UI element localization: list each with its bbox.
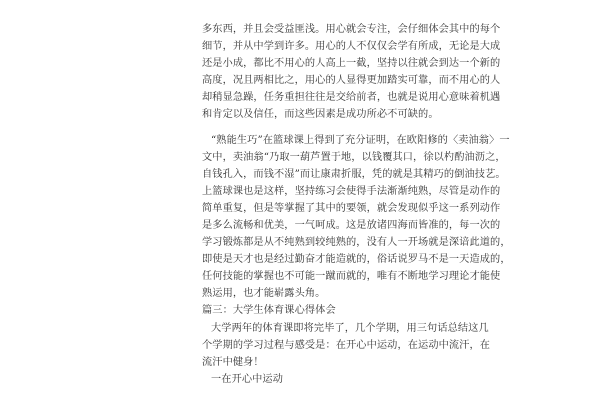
text-line: 高度，况且两相比之，用心的人显得更加踏实可靠，而不用心的人 bbox=[202, 75, 501, 86]
text-line: 大学两年的体育课即将完毕了，几个学期，用三句话总结这几 bbox=[211, 323, 489, 334]
text-line: “熟能生巧”在篮球课上得到了充分证明，在欧阳修的〈卖油翁〉一 bbox=[211, 135, 510, 146]
text-line: 熟运用，也才能崭露头角。 bbox=[202, 288, 326, 299]
text-line: 个学期的学习过程与感受是：在开心中运动，在运动中流汗，在 bbox=[202, 340, 491, 351]
text-line: 是多么流畅和优美，一气呵成。这是放诸四海而皆准的，每一次的 bbox=[202, 220, 501, 231]
text-line: 学习锻炼都是从不纯熟到较纯熟的，没有人一开场就是深谙此道的， bbox=[202, 237, 511, 248]
text-line: 还是小成，都比不用心的人高上一截，坚持以往就会到达一个新的 bbox=[202, 58, 501, 69]
text-line: 即使是天才也是经过勤奋才能造就的，俗话说罗马不是一天造成的， bbox=[202, 254, 511, 265]
text-line: 细节，并从中学到许多。用心的人不仅仅会学有所成，无论是大成 bbox=[202, 41, 501, 52]
text-line: 自钱孔入，而钱不湿”而让康肃折服，凭的就是其精巧的倒油技艺。 bbox=[202, 169, 506, 180]
text-line: 和肯定以及信任，而这些因素是成功所必不可缺的。 bbox=[202, 109, 439, 120]
text-line: 却稍显急躁，任务重担往往是交给前者，也就是说用心意味着机遇 bbox=[202, 92, 501, 103]
text-line: 简单重复，但是等掌握了其中的要领，就会发现似乎这一系列动作 bbox=[202, 203, 501, 214]
subheading: 一在开心中运动 bbox=[211, 374, 284, 385]
text-line: 文中，卖油翁“乃取一葫芦置于地，以钱覆其口，徐以杓酌油沥之， bbox=[202, 152, 506, 163]
text-line: 任何技能的掌握也不可能一蹴而就的，唯有不断地学习理论才能使 bbox=[202, 271, 501, 282]
text-line: 流汗中健身！ bbox=[202, 357, 264, 368]
text-line: 多东西，并且会受益匪浅。用心就会专注，会仔细体会其中的每个 bbox=[202, 24, 501, 35]
section-heading: 篇三：大学生体育课心得体会 bbox=[202, 305, 336, 316]
text-line: 上篮球课也是这样，坚持练习会使得手法渐渐纯熟，尽管是动作的 bbox=[202, 186, 501, 197]
